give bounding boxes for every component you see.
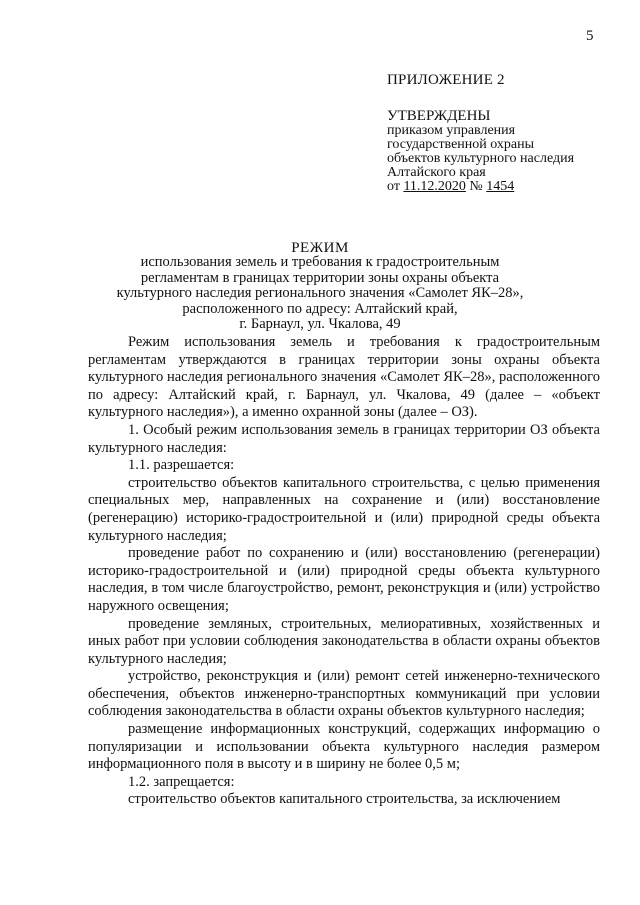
subtitle-line: культурного наследия регионального значения «Самолет ЯК–28»,: [116, 285, 524, 301]
body-paragraph: Режим использования земель и требования к градостроительным регламентам утверждаются в границах территории зоны охраны объекта культурного наследия регионального значения «Самолет ЯК–28», расположенного по адресу: Алтайский край, г. Барнаул, ул. Чкалова, 49 (далее – «объект культурного наследия»), а именно охранной зоны (далее – ОЗ).: [88, 334, 600, 421]
appendix-label: ПРИЛОЖЕНИЕ 2: [387, 72, 505, 88]
approval-line: объектов культурного наследия: [387, 151, 575, 166]
subtitle-line: использования земель и требования к градостроительным: [140, 254, 500, 270]
body-paragraph: проведение земляных, строительных, мелиоративных, хозяйственных и иных работ при условии соблюдения законодательства в области охраны объектов культурного наследия;: [88, 615, 600, 667]
body-paragraph: строительство объектов капитального строительства, с целью применения специальных мер, направленных на сохранение и (или) восстановление (регенерацию) историко-градостроительной и (или) природной среды объекта культурного наследия;: [88, 474, 600, 544]
document-title: РЕЖИМ: [291, 240, 349, 256]
approval-line: приказом управления: [387, 123, 516, 138]
subtitle-line: регламентам в границах территории зоны охраны объекта: [140, 269, 500, 286]
body-paragraph: размещение информационных конструкций, содержащих информацию о популяризации и использовании объекта культурного наследия размером информационного поля в высоту и в ширину не более 0,5 м;: [88, 721, 600, 773]
body-paragraph: 1. Особый режим использования земель в границах территории ОЗ объекта культурного наследия:: [88, 421, 600, 456]
body-paragraph: 1.2. запрещается:: [128, 773, 235, 790]
order-number: 1454: [486, 179, 515, 194]
number-sign: №: [465, 179, 487, 194]
approved-label: УТВЕРЖДЕНЫ: [387, 108, 491, 124]
approval-block: [387, 124, 574, 194]
subtitle-line: расположенного по адресу: Алтайский край,: [182, 300, 458, 317]
document-subtitle: [92, 255, 548, 333]
document-body: [88, 334, 600, 809]
page-number: 5: [586, 28, 594, 44]
body-paragraph: 1.1. разрешается:: [128, 457, 235, 474]
approval-line: государственной охраны: [387, 137, 535, 152]
order-date: 11.12.2020: [403, 179, 466, 194]
approval-date-line: [387, 180, 574, 194]
body-paragraph: проведение работ по сохранению и (или) восстановлению (регенерации) историко-градостроительной и (или) природной среды объекта культурного наследия, в том числе благоустройство, ремонт, реконструкция и (или) устройство наружного освещения;: [88, 545, 600, 614]
subtitle-line: г. Барнаул, ул. Чкалова, 49: [239, 316, 401, 332]
body-paragraph: строительство объектов капитального строительства, за исключением: [128, 791, 561, 808]
body-paragraph: устройство, реконструкция и (или) ремонт сетей инженерно-технического обеспечения, объектов инженерно-транспортных коммуникаций при условии соблюдения законодательства в области охраны объектов культурного наследия;: [88, 668, 600, 720]
approval-line: Алтайского края: [387, 165, 486, 180]
date-prefix: от: [387, 179, 404, 194]
